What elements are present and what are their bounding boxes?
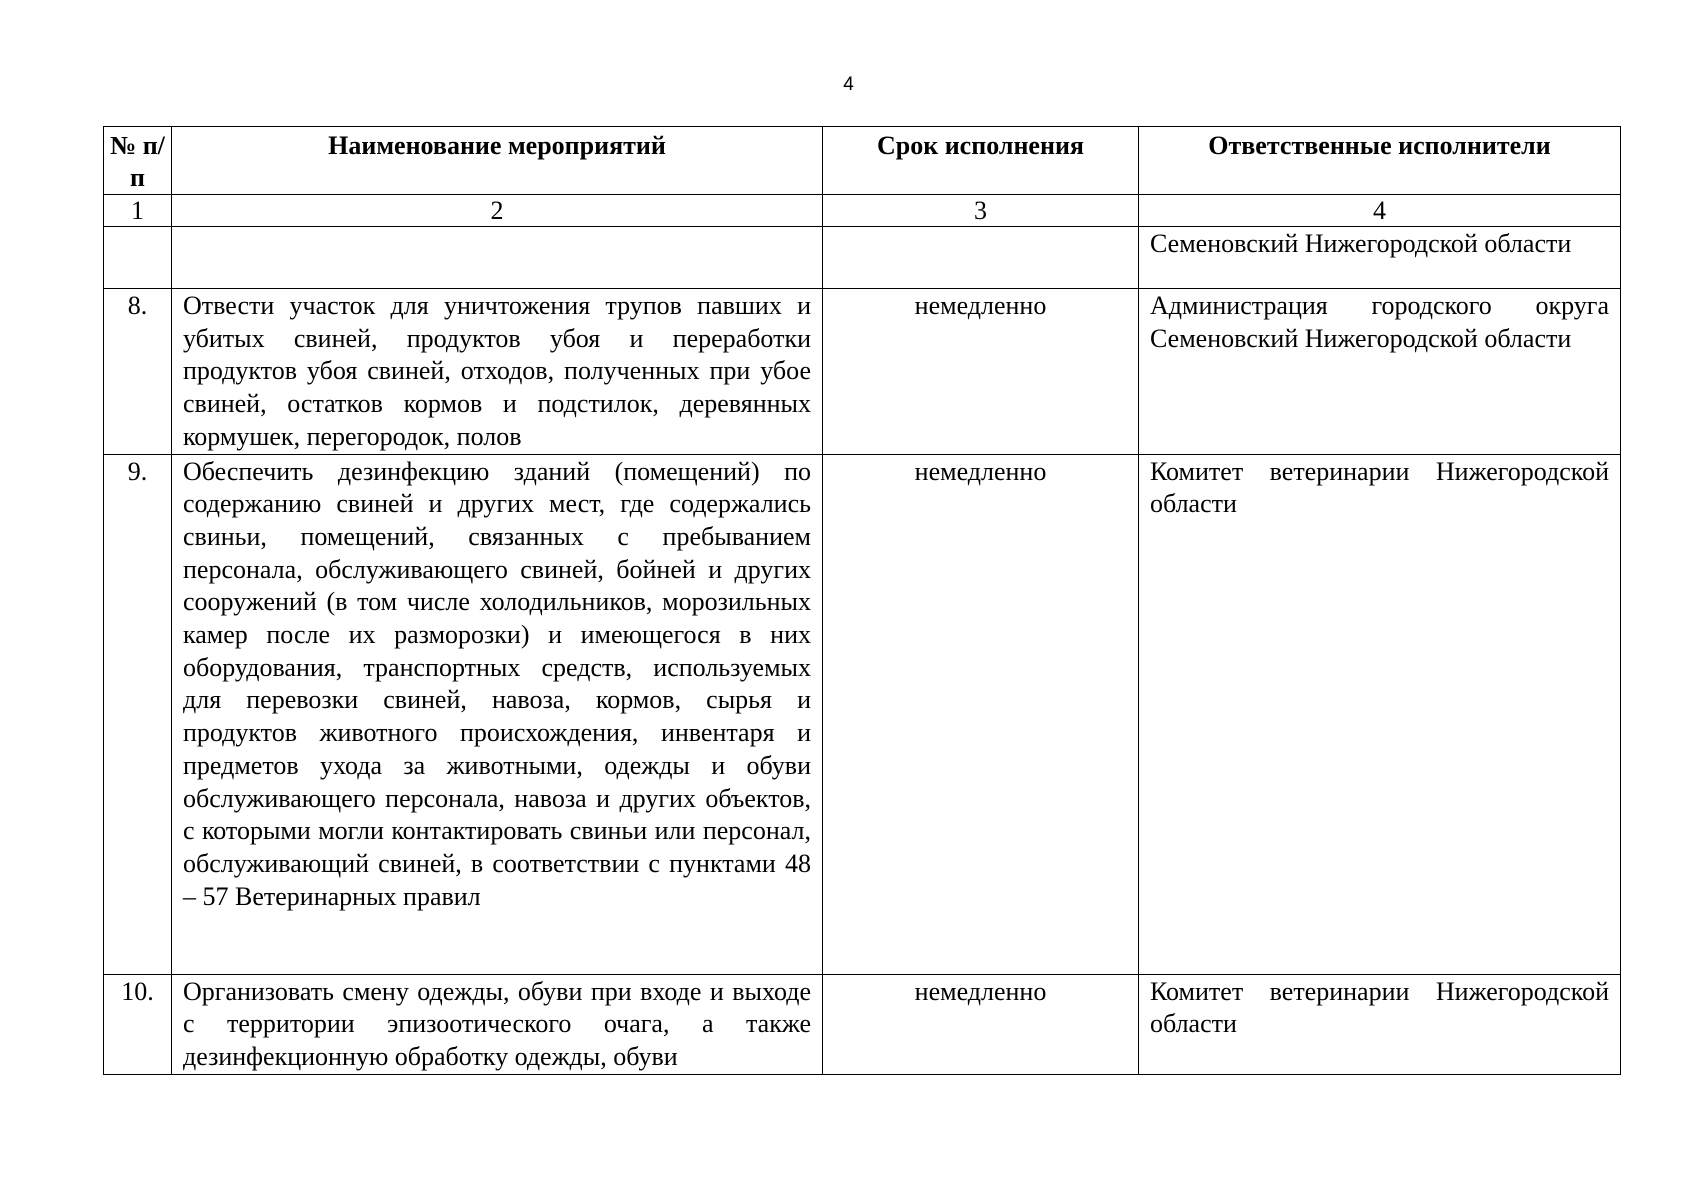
row-number: 9. bbox=[104, 454, 172, 974]
measure-executors: Семеновский Нижегородской области bbox=[1139, 227, 1621, 289]
measure-executors: Администрация городского округа Семеновский Нижегородской области bbox=[1139, 289, 1621, 455]
table-header-row bbox=[104, 127, 1621, 195]
measure-executors: Комитет ветеринарии Нижегородской области bbox=[1139, 974, 1621, 1074]
measure-name: Обеспечить дезинфекцию зданий (помещений) по содержанию свиней и других мест, где содержались свиньи, помещений, связанных с пребыванием персонала, обслуживающего свиней, бойней и других сооружений (в том числе холодильников, морозильных камер после их разморозки) и имеющегося в них оборудования, транспортных средств, используемых для перевозки свиней, навоза, кормов, сырья и продуктов животного происхождения, инвентаря и предметов ухода за животными, одежды и обуви обслуживающего персонала, навоза и других объектов, с которыми могли контактировать свиньи или персонал, обслуживающий свиней, в соответствии с пунктами 48 – 57 Ветеринарных правил bbox=[172, 454, 823, 974]
row-number: 10. bbox=[104, 974, 172, 1074]
measure-name: Организовать смену одежды, обуви при входе и выходе с территории эпизоотического очага, а также дезинфекционную обработку одежды, обуви bbox=[172, 974, 823, 1074]
table-row bbox=[104, 227, 1621, 289]
measure-executors: Комитет ветеринарии Нижегородской области bbox=[1139, 454, 1621, 974]
header-num: № п/п bbox=[104, 127, 172, 195]
row-number bbox=[104, 227, 172, 289]
column-number: 1 bbox=[104, 195, 172, 227]
measure-term: немедленно bbox=[823, 289, 1139, 455]
measure-name: Отвести участок для уничтожения трупов павших и убитых свиней, продуктов убоя и переработки продуктов убоя свиней, отходов, полученных при убое свиней, остатков кормов и подстилок, деревянных кормушек, перегородок, полов bbox=[172, 289, 823, 455]
column-number-row bbox=[104, 195, 1621, 227]
column-number: 2 bbox=[172, 195, 823, 227]
row-number: 8. bbox=[104, 289, 172, 455]
measure-term bbox=[823, 227, 1139, 289]
column-number: 3 bbox=[823, 195, 1139, 227]
header-term: Срок исполнения bbox=[823, 127, 1139, 195]
header-name: Наименование мероприятий bbox=[172, 127, 823, 195]
measures-table bbox=[103, 126, 1621, 1075]
column-number: 4 bbox=[1139, 195, 1621, 227]
table-row bbox=[104, 454, 1621, 974]
header-executors: Ответственные исполнители bbox=[1139, 127, 1621, 195]
page-number: 4 bbox=[843, 74, 854, 95]
measure-name bbox=[172, 227, 823, 289]
table-row bbox=[104, 289, 1621, 455]
measure-term: немедленно bbox=[823, 974, 1139, 1074]
table-row bbox=[104, 974, 1621, 1074]
measure-term: немедленно bbox=[823, 454, 1139, 974]
